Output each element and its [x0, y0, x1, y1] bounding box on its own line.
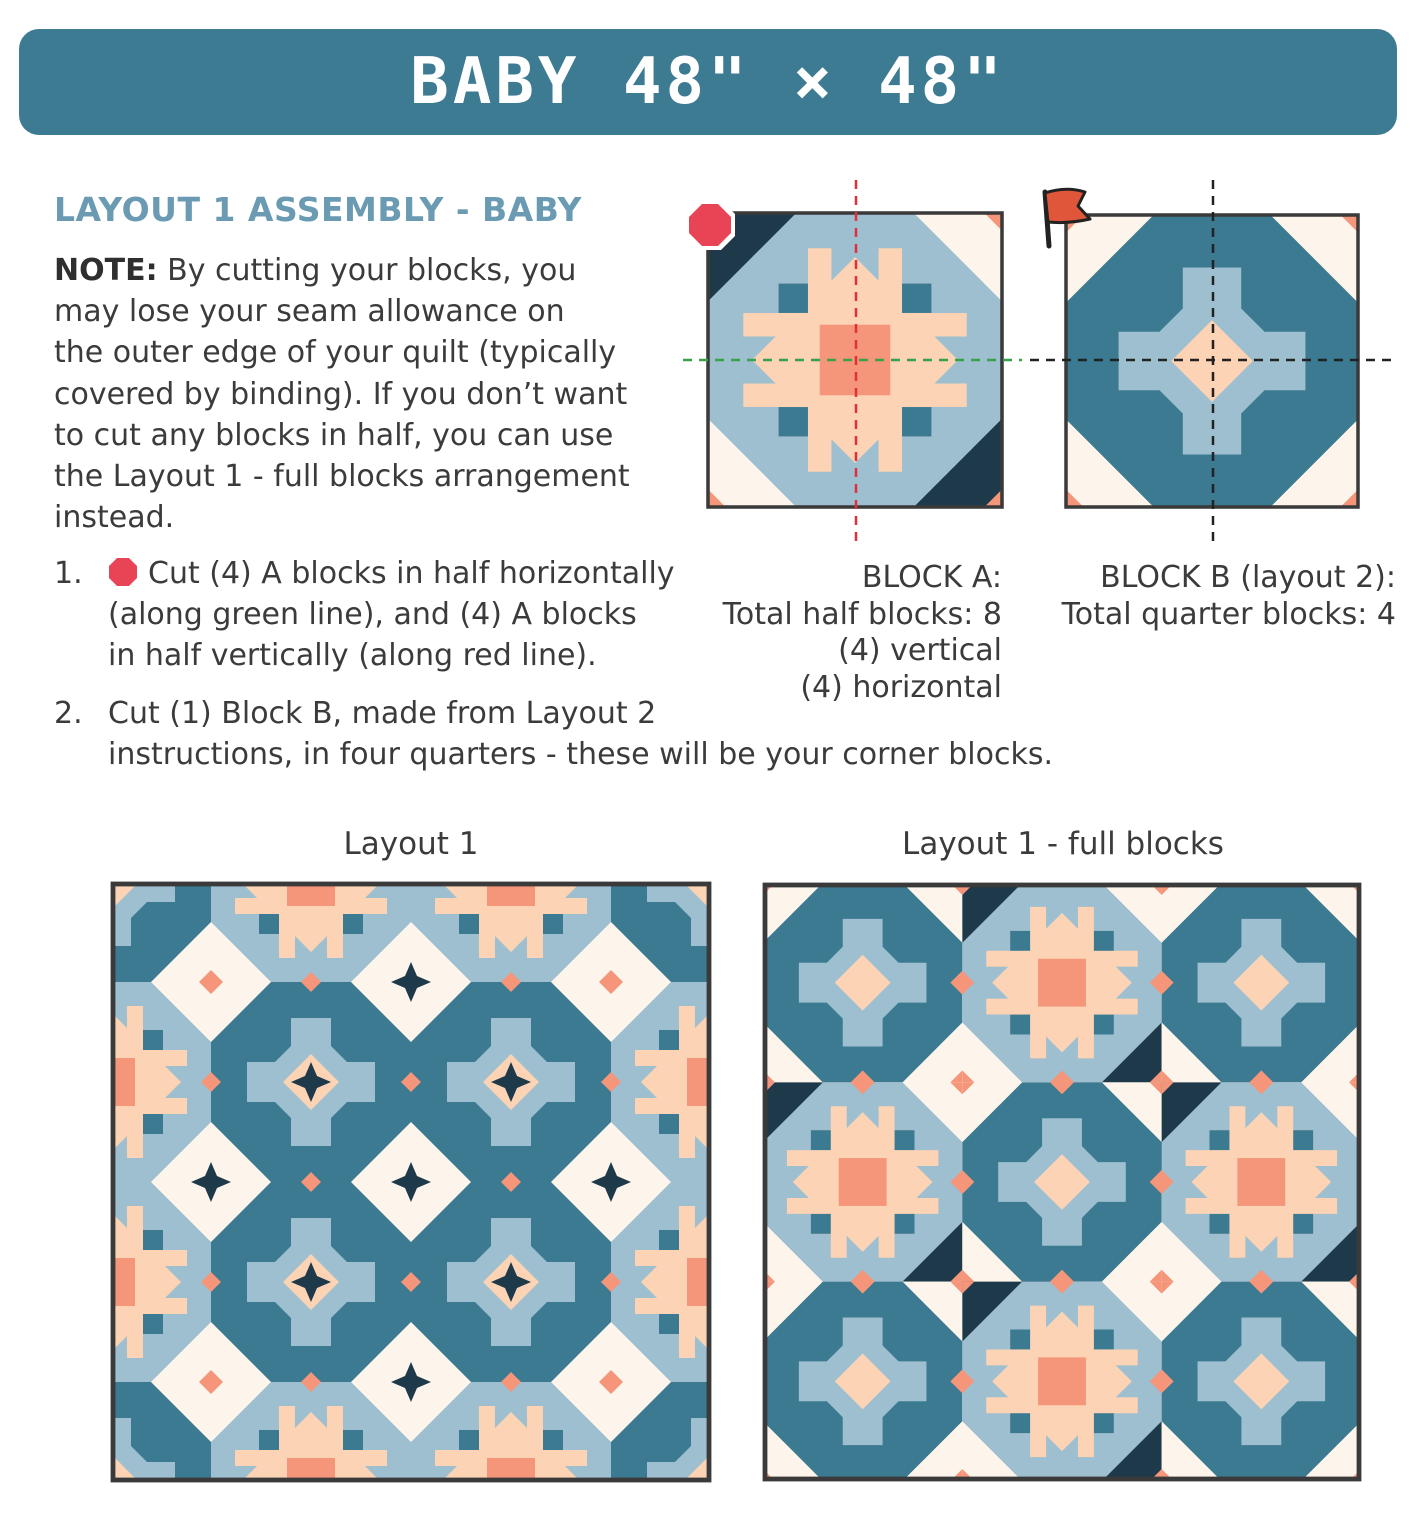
teal-square: [1010, 1015, 1030, 1035]
teal-square: [143, 1314, 163, 1334]
step-line: instructions, in four quarters - these will be your corner blocks.: [108, 737, 1054, 772]
step-number: 1.: [54, 556, 83, 591]
teal-square: [343, 914, 363, 934]
layout2-title: Layout 1 - full blocks: [902, 826, 1224, 862]
quilt-block: [1162, 1282, 1361, 1481]
note-line: the outer edge of your quilt (typically: [54, 335, 617, 371]
teal-square: [1094, 931, 1114, 951]
section-title: LAYOUT 1 ASSEMBLY - BABY: [54, 190, 582, 229]
layout1-quilt: [111, 882, 711, 1482]
quilt-block: [962, 1282, 1161, 1481]
block-a-line: (4) horizontal: [800, 669, 1002, 705]
block-b-title: BLOCK B (layout 2):: [1100, 560, 1396, 595]
teal-square: [1094, 1330, 1114, 1350]
teal-square: [1010, 1330, 1030, 1350]
note-line: may lose your seam allowance on: [54, 294, 565, 330]
quilt-block: [763, 883, 962, 1082]
quilt-blocks: [763, 883, 1361, 1481]
teal-square: [659, 1030, 679, 1050]
teal-square: [143, 1230, 163, 1250]
center-square: [1038, 959, 1086, 1007]
teal-square: [659, 1114, 679, 1134]
step-line: (along green line), and (4) A blocks: [108, 597, 637, 632]
teal-square: [1094, 1413, 1114, 1433]
step-line: in half vertically (along red line).: [108, 638, 597, 673]
quilt-block: [962, 1082, 1161, 1281]
step-line: Cut (4) A blocks in half horizontally: [148, 556, 675, 591]
teal-square: [895, 1130, 915, 1150]
teal-square: [1293, 1214, 1313, 1234]
teal-square: [811, 1130, 831, 1150]
note-line: instead.: [54, 500, 175, 536]
teal-square: [1210, 1130, 1230, 1150]
layout1-full-blocks-quilt: [763, 882, 1361, 1482]
teal-square: [1010, 1413, 1030, 1433]
layout1-title: Layout 1: [343, 826, 479, 862]
quilt-block: [1162, 1082, 1361, 1281]
teal-square: [459, 1430, 479, 1450]
quilt-blocks: [11, 782, 811, 1520]
teal-square: [343, 1430, 363, 1450]
teal-square: [1010, 931, 1030, 951]
teal-square: [143, 1114, 163, 1134]
center-square: [839, 1158, 887, 1206]
note-line: to cut any blocks in half, you can use: [54, 417, 614, 453]
block-b-line: Total quarter blocks: 4: [1061, 596, 1396, 632]
step-line: Cut (1) Block B, made from Layout 2: [108, 696, 657, 731]
teal-square: [895, 1214, 915, 1234]
teal-square: [1094, 1015, 1114, 1035]
center-square: [1237, 1158, 1285, 1206]
quilt-block: [1162, 883, 1361, 1082]
block-a-title: BLOCK A:: [861, 560, 1002, 595]
teal-square: [143, 1030, 163, 1050]
teal-square: [543, 914, 563, 934]
stop-sign-icon: [685, 200, 735, 250]
teal-square: [1210, 1214, 1230, 1234]
teal-square: [659, 1314, 679, 1334]
teal-square: [811, 1214, 831, 1234]
note-line: the Layout 1 - full blocks arrangement: [54, 459, 630, 495]
quilt-block: [763, 1082, 962, 1281]
quilt-block: [763, 1282, 962, 1481]
block-a-line: (4) vertical: [838, 633, 1002, 668]
teal-square: [1293, 1130, 1313, 1150]
teal-square: [659, 1230, 679, 1250]
center-square: [1038, 1357, 1086, 1405]
note-label: NOTE:: [54, 253, 158, 288]
teal-square: [259, 914, 279, 934]
teal-square: [543, 1430, 563, 1450]
quilt-block: [962, 883, 1161, 1082]
note-line: By cutting your blocks, you: [157, 253, 577, 288]
flag-icon: [1045, 189, 1090, 246]
teal-square: [259, 1430, 279, 1450]
block-a-line: Total half blocks: 8: [722, 596, 1002, 632]
note-line: covered by binding). If you don’t want: [54, 376, 628, 412]
teal-square: [459, 914, 479, 934]
page-title: BABY 48" × 48": [410, 45, 1006, 119]
step-number: 2.: [54, 696, 83, 731]
